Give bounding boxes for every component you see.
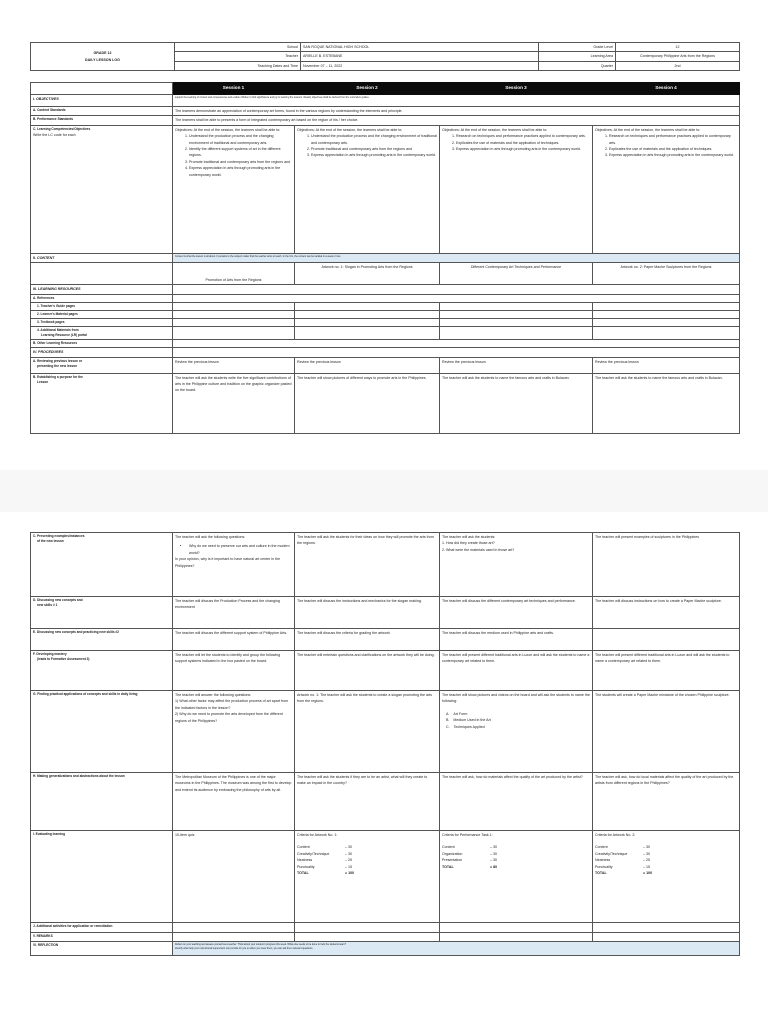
- examples-s3-q2: 2. What were the materials used in those art?: [442, 547, 515, 552]
- list-item: Art Form: [453, 711, 468, 716]
- list-item: Medium Used in the Art: [453, 718, 491, 723]
- competencies-session-1: [173, 125, 295, 253]
- reflection-text-1: Reflect on your teaching and assess yourself as a teacher. Think about your student's progress this week. What else needs to be done to help the students learn?: [175, 943, 347, 946]
- list-marker: C.: [446, 724, 450, 729]
- criteria-total: = 80: [490, 864, 498, 869]
- generalizations-session-4: The teacher will ask, how do local materials affect the quality of the art produced by the artists from different regions in the Philippines?: [593, 773, 740, 831]
- grade-level-label: Grade Level: [539, 43, 616, 52]
- criteria-total: = 100: [643, 871, 653, 876]
- objectives-heading: I. OBJECTIVES: [31, 95, 173, 107]
- performance-standards-text: The learners shall be able to presents a form of integrated contemporary art based on the region of his / her choice.: [173, 116, 740, 125]
- other-resources-label: B. Other Learning Resources: [31, 340, 173, 348]
- objective-item: 1. Research on techniques and performance practices applied to contemporary arts.: [609, 133, 737, 146]
- objectives-intro: Objectives: At the end of the session, the learners shall be able to:: [297, 127, 403, 132]
- criteria-title: Criteria for Performance Task 1:: [442, 833, 493, 837]
- criteria-title: Criteria for Artwork No. 2:: [595, 833, 636, 837]
- applications-session-3: [440, 691, 593, 773]
- references-label: A. References: [31, 295, 173, 303]
- objective-item: 1. Understand the production process and the changing environment of traditional and contemporary arts.: [189, 133, 292, 146]
- objectives-note: support the learning of content and competencies and enable children to find significance and joy in learning the lessons. Weekly objectives shall be derived from the curriculum guides.: [173, 95, 740, 107]
- criteria-points: – 25: [345, 858, 352, 863]
- purpose-label: B. Establishing a purpose for the: [33, 374, 83, 379]
- mastery-session-1: The teacher will let the students to identify and group the following support systems indicated in the box pasted on the board.: [173, 651, 295, 691]
- lr-portal-label: Learning Resource (LR) portal: [41, 333, 87, 338]
- dates-value: November 07 – 11, 2022: [301, 61, 539, 70]
- practical-applications-label: G. Finding practical applications of concepts and skills in daily living: [31, 691, 173, 773]
- criteria-name: Content: [442, 845, 455, 850]
- developing-mastery-label: F. Developing mastery: [33, 652, 67, 656]
- lesson-log-page-1: [0, 0, 768, 470]
- criteria-name: Neatness: [297, 858, 313, 863]
- discussing-concepts-1-label: D. Discussing new concepts and: [33, 598, 83, 602]
- examples-session-3: [440, 533, 593, 597]
- additional-materials-label: 4. Additional Materials from: [37, 328, 79, 333]
- discuss2-session-1: The teacher will discuss the different support system of Philippine Arts.: [173, 629, 295, 651]
- quarter-label: Quarter: [539, 61, 616, 70]
- grade-title: GRADE 12: [93, 51, 112, 56]
- criteria-name: Content: [297, 845, 310, 850]
- criteria-points: – 30: [490, 845, 497, 850]
- criteria-points: – 15: [345, 864, 352, 869]
- lesson-table-page-1: [30, 82, 740, 434]
- session-3-header: Session 3: [440, 83, 593, 95]
- examples-session-1: [173, 533, 295, 597]
- criteria-points: – 30: [345, 845, 352, 850]
- criteria-points: – 30: [643, 851, 650, 856]
- evaluation-session-1: 10-item quiz: [173, 831, 295, 923]
- school-label: School: [175, 43, 301, 52]
- quarter-value: 2nd: [616, 61, 740, 70]
- objective-item: 4. Express appreciation in arts through promoting arts in the contemporary world.: [189, 165, 292, 178]
- generalizations-session-1: The Metropolitan Museum of the Philippines is one of the major museums in the Philippines. The museum was among the first to develop and extend its audience by embracing the philosophy of arts by all.: [173, 773, 295, 831]
- content-session-3: Different Contemporary Art Techniques and Performance: [440, 263, 593, 285]
- objective-item: 2. Promote traditional and contemporary arts from the regions and: [311, 146, 437, 152]
- learning-area-value: Contemporary Philippine Arts from the Regions: [616, 52, 740, 61]
- content-heading: II. CONTENT: [31, 253, 173, 262]
- generalizations-session-3: The teacher will ask, how do materials affect the quality of the art produced by the artist?: [440, 773, 593, 831]
- competencies-label: C. Learning Competencies/Objectives: [33, 126, 91, 131]
- criteria-total-label: TOTAL: [595, 871, 607, 876]
- examples-session-2: The teacher will ask the students for their ideas on how they will promote the arts from the regions.: [295, 533, 440, 597]
- applications-session-1: [173, 691, 295, 773]
- objective-item: 1. Research on techniques and performance practices applied to contemporary arts.: [456, 133, 590, 139]
- criteria-total: = 100: [345, 871, 355, 876]
- applications-q2: 2) Why do we need to promote the arts developed from the different regions of the Philippines?: [175, 712, 283, 723]
- content-session-1: Promotion of Arts from the Regions: [173, 263, 295, 285]
- grade-level-value: 12: [616, 43, 740, 52]
- applications-s3-intro: The teacher will show pictures and videos on the board and will ask the students to name the following:: [442, 693, 590, 704]
- reflection-note: [173, 942, 740, 956]
- content-session-4: Artwork no. 2: Paper Mache Sculptures from the Regions: [593, 263, 740, 285]
- criteria-name: Presentation: [442, 858, 463, 863]
- applications-session-4: The students will create a Paper Mache miniature of the chosen Philippine sculpture.: [593, 691, 740, 773]
- examples-followup: In your opinion, why is it important to have natural art center in the Philippines?: [175, 557, 281, 568]
- content-standards-text: The learners demonstrate an appreciation of contemporary art forms, found in the various regions by understanding the elements and principle.: [173, 107, 740, 116]
- evaluation-session-3: [440, 831, 593, 923]
- examples-session-4: The teacher will present examples of sculptures in the Philippines: [593, 533, 740, 597]
- criteria-points: – 30: [490, 858, 497, 863]
- discuss1-session-2: The teacher will discuss the instructions and mechanics for the slogan making.: [295, 597, 440, 629]
- discuss1-session-1: The teacher will discuss the Production Process and the changing environment: [173, 597, 295, 629]
- discussing-concepts-2-label: E. Discussing new concepts and practicing new skills #2: [31, 629, 173, 651]
- mastery-session-3: The teacher will present different traditional arts in Luzon and will ask the students to name a contemporary art related to them.: [440, 651, 593, 691]
- purpose-session-4: The teacher will ask the students to name the famous arts and crafts in Bulacan.: [593, 373, 740, 433]
- teacher-label: Teacher: [175, 52, 301, 61]
- content-standards-label: A. Content Standards: [31, 107, 173, 116]
- criteria-name: Punctuality: [595, 864, 613, 869]
- purpose-label-2: Lesson: [37, 379, 49, 384]
- competencies-session-4: [593, 125, 740, 253]
- discuss2-session-3: The teacher will discuss the medium used in Philippine arts and crafts.: [440, 629, 593, 651]
- examples-intro: The teacher will ask the following questions:: [175, 535, 246, 539]
- objective-item: 2. Explicates the use of materials and the application of techniques.: [456, 140, 590, 146]
- log-title: DAILY LESSON LOG: [85, 57, 120, 62]
- objectives-intro: Objectives: At the end of the session, the learners shall be able to:: [595, 127, 701, 132]
- generalizations-label: H. Making generalizations and abstractions about the lesson: [31, 773, 173, 831]
- criteria-name: Neatness: [595, 858, 611, 863]
- criteria-name: Punctuality: [297, 864, 315, 869]
- applications-q1: 1) What other factor may affect the production process of art apart from the indicated factors in the lesson?: [175, 699, 289, 710]
- applications-session-2: Artwork no. 1: The teacher will ask the students to create a slogan promoting the arts from the regions.: [295, 691, 440, 773]
- evaluating-label: I. Evaluating learning: [31, 831, 173, 923]
- discuss1-session-4: The teacher will discuss instructions on how to create a Paper Mache sculpture.: [593, 597, 740, 629]
- learners-material-label: 2. Learner's Material pages: [31, 311, 173, 319]
- competencies-session-2: [295, 125, 440, 253]
- criteria-points: – 30: [345, 851, 352, 856]
- presenting-examples-label-2: of the new lesson: [37, 539, 64, 543]
- header-table: [30, 42, 740, 71]
- criteria-points: – 30: [490, 851, 497, 856]
- examples-s3-intro: The teacher will ask the students:: [442, 535, 496, 539]
- procedures-heading: IV. PROCEDURES: [31, 348, 173, 357]
- textbook-pages-label: 3. Textbook pages: [31, 319, 173, 327]
- examples-bullet: • Why do we need to preserve our arts and culture in the modern world?: [189, 543, 292, 556]
- developing-mastery-label-2: (leads to Formative Assessment 3): [37, 657, 90, 661]
- objective-item: 3. Promote traditional and contemporary arts from the regions and: [189, 159, 292, 165]
- criteria-name: Content: [595, 845, 608, 850]
- competencies-session-3: [440, 125, 593, 253]
- page-break: [0, 470, 768, 512]
- teachers-guide-label: 1. Teacher's Guide pages: [31, 303, 173, 311]
- criteria-total-label: TOTAL: [442, 864, 454, 869]
- objective-item: 3. Express appreciation in arts through promoting arts in the contemporary world.: [311, 152, 437, 158]
- criteria-name: Organization: [442, 851, 463, 856]
- list-marker: B.: [446, 718, 450, 723]
- mastery-session-2: The teacher will entertain questions and clarifications on the artwork they will be doing.: [295, 651, 440, 691]
- criteria-points: – 15: [643, 864, 650, 869]
- session-4-header: Session 4: [593, 83, 740, 95]
- purpose-session-2: The teacher will show pictures of different ways to promote arts in the Philippines.: [295, 373, 440, 433]
- reflection-label: VI. REFLECTION: [31, 942, 173, 956]
- presenting-examples-label: C. Presenting examples/instances: [33, 534, 85, 538]
- purpose-session-3: The teacher will ask the students to name the famous arts and crafts in Bulacan.: [440, 373, 593, 433]
- discussing-concepts-1-label-2: new skills # 1: [37, 603, 58, 607]
- discuss1-session-3: The teacher will discuss the different contemporary art techniques and performance.: [440, 597, 593, 629]
- criteria-name: Creativity/Technique: [297, 851, 330, 856]
- discuss2-session-4: [593, 629, 740, 651]
- content-note: Content is what the lesson is all about. It pertains to the subject matter that the teacher aims to teach. In the CG, the content can be tackled in a week or two.: [173, 253, 740, 262]
- reviewing-label: A. Reviewing previous lesson or: [33, 358, 83, 363]
- remarks-label: V. REMARKS: [31, 933, 173, 942]
- lc-code-note: Write the LC code for each: [33, 132, 76, 137]
- evaluation-session-2: [295, 831, 440, 923]
- teacher-value: ARIELLE B. ESTEBANE: [301, 52, 539, 61]
- objective-item: 3. Express appreciation in arts through promoting arts in the contemporary world.: [609, 152, 737, 158]
- generalizations-session-2: The teacher will ask the students if they are to be an artist, what will they create to make an impact in the country?: [295, 773, 440, 831]
- criteria-points: – 30: [643, 845, 650, 850]
- criteria-points: – 25: [643, 858, 650, 863]
- reviewing-label-2: presenting the new lesson: [37, 363, 78, 368]
- criteria-title: Criteria for Artwork No. 1:: [297, 833, 338, 837]
- review-session-2: Review the previous lesson: [295, 357, 440, 373]
- content-session-2: Artwork no. 1: Slogan in Promoting Arts from the Regions: [295, 263, 440, 285]
- criteria-name: Creativity/Technique: [595, 851, 628, 856]
- review-session-4: Review the previous lesson: [593, 357, 740, 373]
- reflection-text-2: Identify what help your instructional supervisors can provide for you so when you meet them, you can ask them relevant questions.: [175, 947, 314, 950]
- learning-area-label: Learning Area: [539, 52, 616, 61]
- lesson-table-page-2: [30, 532, 740, 956]
- objectives-intro: Objectives: At the end of the session, the learners shall be able to:: [175, 127, 281, 132]
- applications-intro: The teacher will answer the following questions:: [175, 693, 252, 697]
- purpose-session-1: The teacher will ask the students write the five significant contributions of arts in the Philippine culture and tradition on the graphic organizer pasted on the board.: [173, 373, 295, 433]
- objective-item: 3. Express appreciation in arts through promoting arts in the contemporary world.: [456, 146, 590, 152]
- objective-item: 2. Identify the different support systems of art in the different regions.: [189, 146, 292, 159]
- discuss2-session-2: The teacher will discuss the criteria for grading the artwork: [295, 629, 440, 651]
- school-value: SAN ROQUE NATIONAL HIGH SCHOOL: [301, 43, 539, 52]
- examples-s3-q1: 1. How did they create those art?: [442, 541, 495, 546]
- evaluation-session-4: [593, 831, 740, 923]
- performance-standards-label: B. Performance Standards: [31, 116, 173, 125]
- session-2-header: Session 2: [295, 83, 440, 95]
- list-item: Techniques Applied: [453, 724, 485, 729]
- criteria-total-label: TOTAL: [297, 871, 309, 876]
- review-session-1: Review the previous lesson: [173, 357, 295, 373]
- lesson-log-page-2: [0, 512, 768, 1024]
- resources-heading: III. LEARNING RESOURCES: [31, 285, 173, 295]
- objective-item: 1. Understand the production process and the changing environment of traditional and contemporary arts.: [311, 133, 437, 146]
- session-1-header: Session 1: [173, 83, 295, 95]
- list-marker: A.: [446, 711, 450, 716]
- mastery-session-4: The teacher will present different traditional arts in Luzon and will ask the students to name a contemporary art related to them.: [593, 651, 740, 691]
- review-session-3: Review the previous lesson: [440, 357, 593, 373]
- dates-label: Teaching Dates and Time: [175, 61, 301, 70]
- objective-item: 2. Explicates the use of materials and the application of techniques.: [609, 146, 737, 152]
- additional-activities-label: J. Additional activities for application or remediation: [31, 923, 173, 933]
- objectives-intro: Objectives: At the end of the session, the learners shall be able to:: [442, 127, 548, 132]
